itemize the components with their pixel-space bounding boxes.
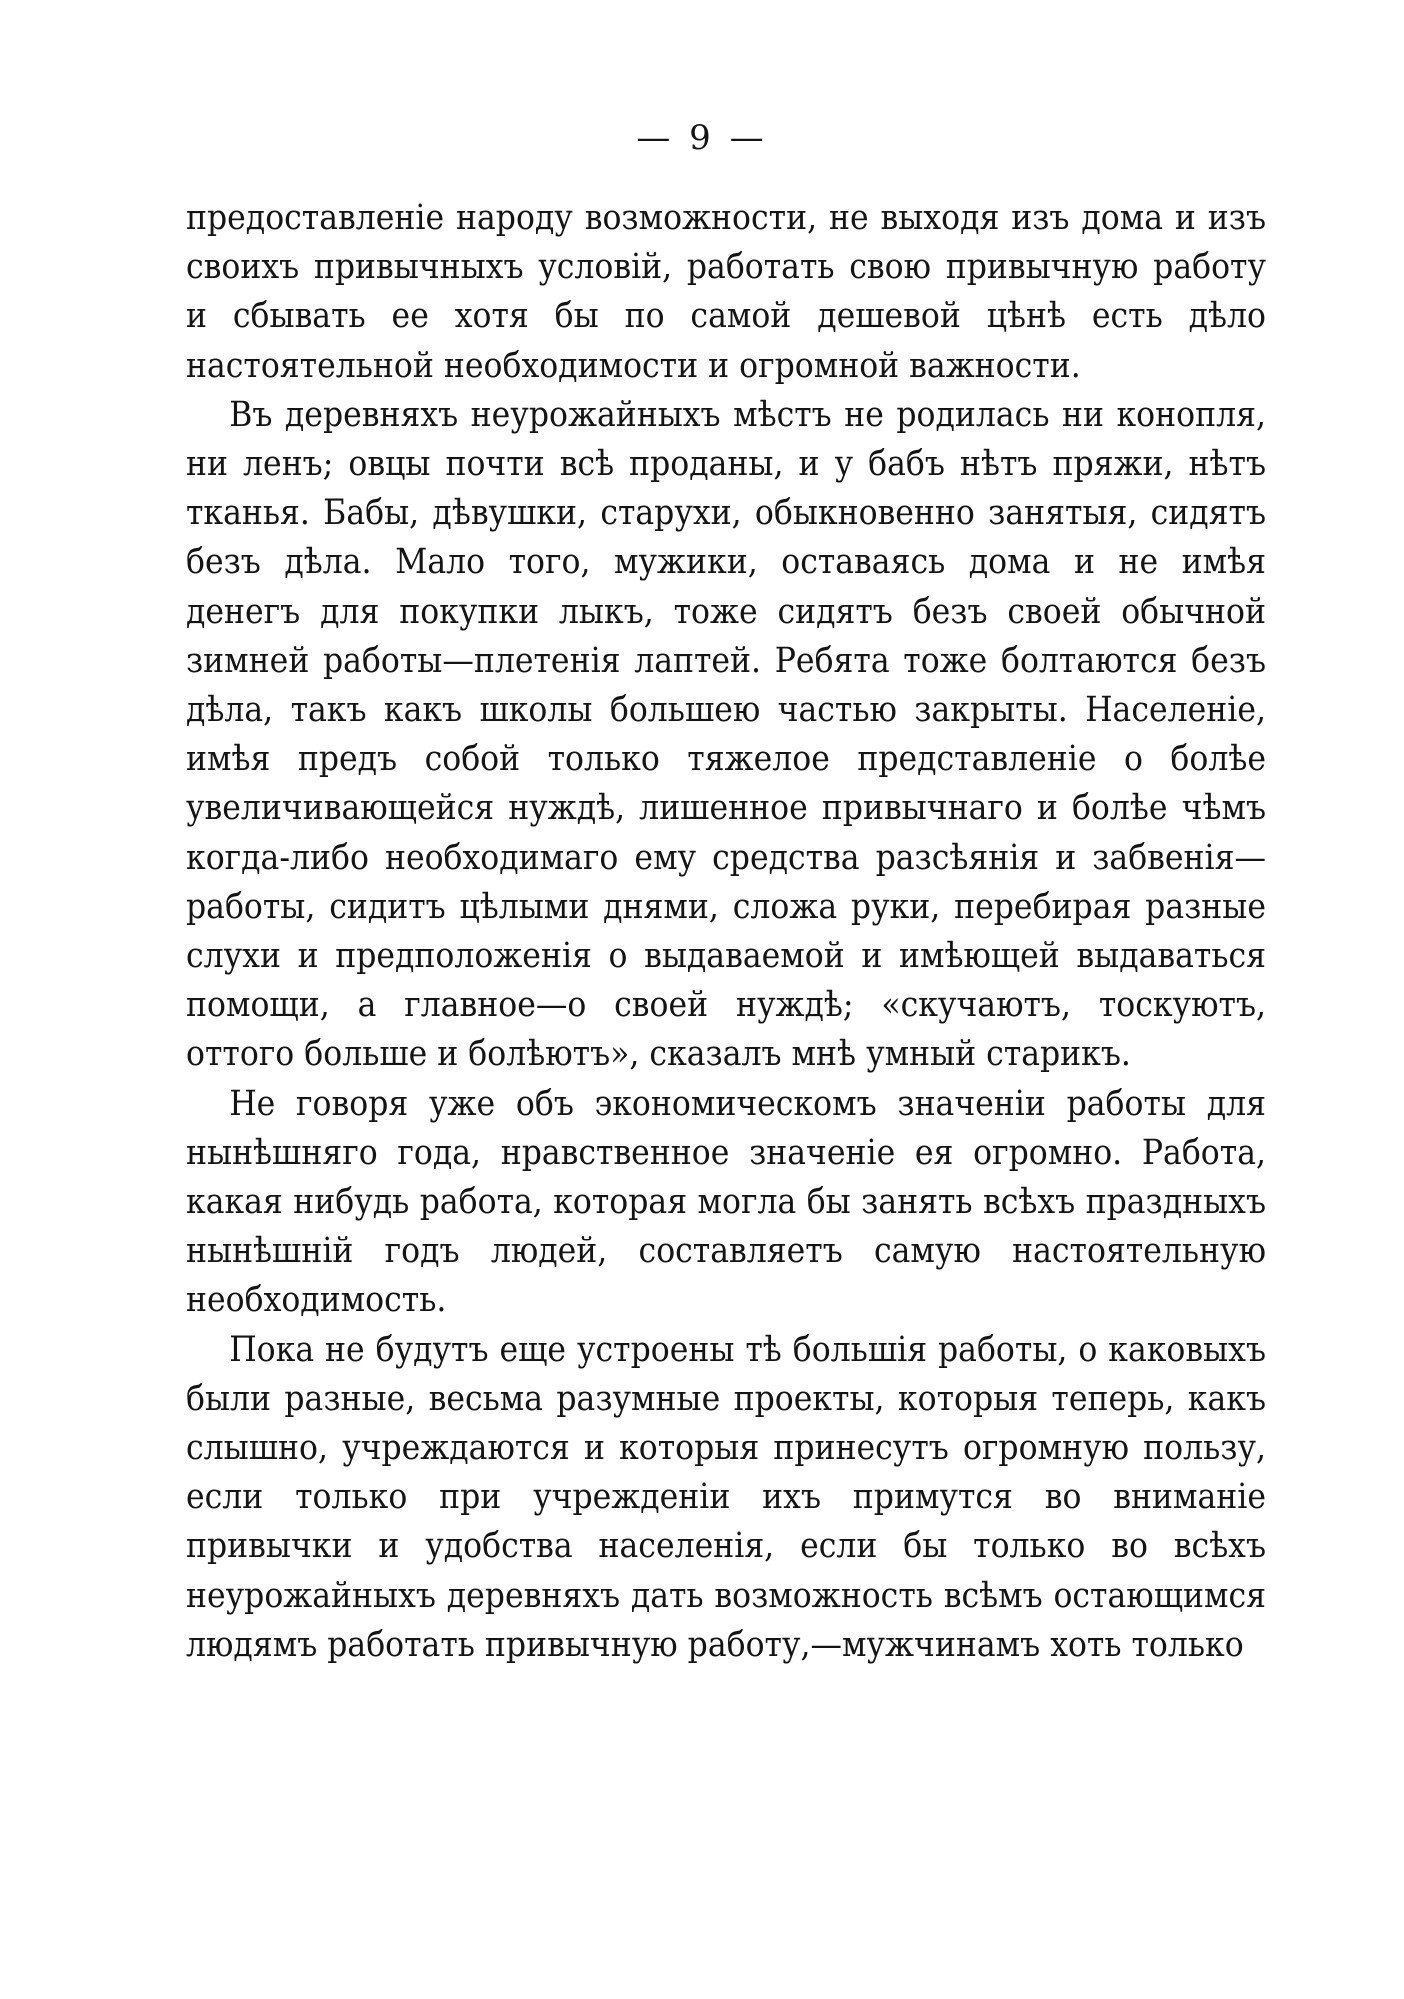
paragraph-3: Не говоря уже объ экономическомъ значеніи работы для нынѣшняго года, нравственное значеніе ея огромно. Работа, какая нибудь работа, которая могла бы занять всѣхъ праздныхъ нынѣшній годъ людей, составляетъ самую настоятельную необходимость.: [186, 1083, 1267, 1321]
paragraph-2: Въ деревняхъ неурожайныхъ мѣстъ не родилась ни конопля, ни ленъ; овцы почти всѣ проданы, и у бабъ нѣтъ пряжи, нѣтъ тканья. Бабы, дѣвушки, старухи, обыкновенно занятыя, сидятъ безъ дѣла. Мало того, мужики, оставаясь дома и не имѣя денегъ для покупки лыкъ, тоже сидятъ безъ своей обычной зимней работы—плетенія лаптей. Ребята тоже болтаются безъ дѣла, такъ какъ школы большею частью закрыты. Населеніе, имѣя предъ собой только тяжелое представленіе о болѣе увеличивающейся нуждѣ, лишенное привычнаго и болѣе чѣмъ когда-либо необходимаго ему средства разсѣянія и забвенія—работы, сидитъ цѣлыми днями, сложа руки, перебирая разные слухи и предположенія о выдаваемой и имѣющей выдаваться помощи, а главное—о своей нуждѣ; «скучаютъ, тоскуютъ, оттого больше и болѣютъ», сказалъ мнѣ умный старикъ.: [186, 394, 1267, 1075]
page-number: — 9 —: [636, 118, 768, 158]
paragraph-1: предоставленіе народу возможности, не выходя изъ дома и изъ своихъ привычныхъ условій, работать свою привычную работу и сбывать ее хотя бы по самой дешевой цѣнѣ есть дѣло настоятельной необходимости и огромной важности.: [186, 198, 1266, 386]
body-text: [186, 194, 1266, 1670]
paragraph-4: Пока не будутъ еще устроены тѣ большія работы, о каковыхъ были разные, весьма разумные проекты, которыя теперь, какъ слышно, учреждаются и которыя принесутъ огромную пользу, если только при учрежденіи ихъ примутся во вниманіе привычки и удобства населенія, если бы только во всѣхъ неурожайныхъ деревняхъ дать возможность всѣмъ остающимся людямъ работать привычную работу,—мужчинамъ хоть только: [186, 1329, 1267, 1665]
